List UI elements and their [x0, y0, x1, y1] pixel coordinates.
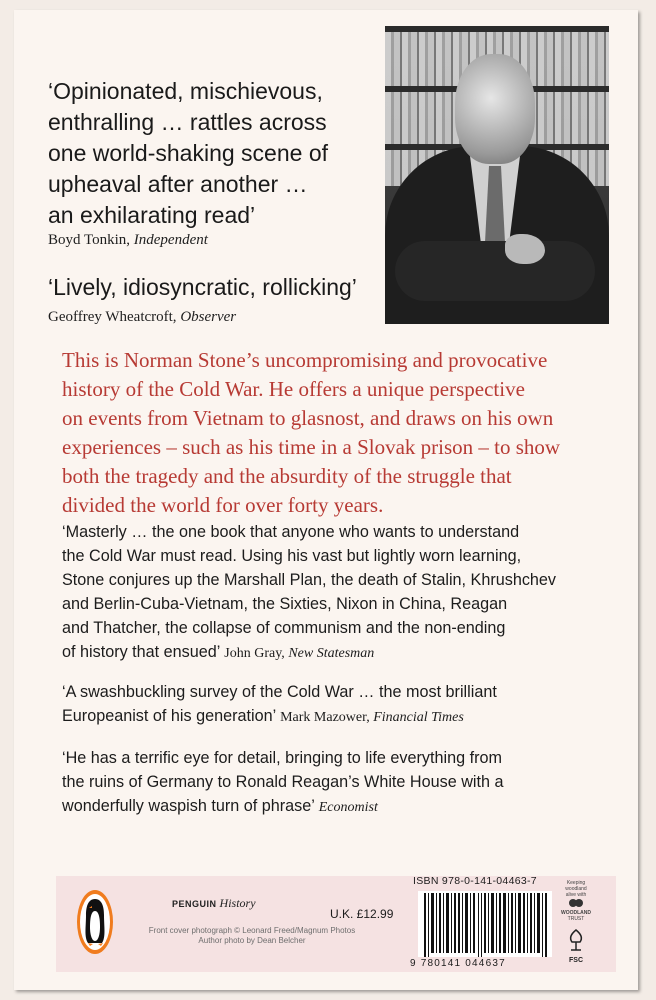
quote-independent — [48, 76, 328, 231]
review-attribution — [319, 800, 378, 815]
review-line: of history that ensued’ — [62, 643, 220, 661]
quote-line: one world-shaking scene of — [48, 140, 328, 166]
description-line: divided the world for over forty years. — [62, 493, 384, 517]
attribution-source: Financial Times — [373, 710, 464, 725]
fsc-badge — [556, 928, 596, 964]
review-economist — [62, 746, 622, 820]
attribution-author: John Gray, — [224, 646, 285, 661]
book-description — [62, 346, 622, 520]
review-line: the ruins of Germany to Ronald Reagan’s White House with a — [62, 773, 504, 791]
attribution-source: Independent — [133, 232, 208, 248]
review-line: ‘A swashbuckling survey of the Cold War … the most brilliant — [62, 683, 497, 701]
review-attribution — [280, 710, 464, 725]
attribution-author: Boyd Tonkin, — [48, 232, 131, 248]
attribution-source: Observer — [180, 309, 237, 325]
quote-attribution — [48, 232, 208, 249]
woodland-trust-badge — [556, 880, 596, 922]
cover-credit: Front cover photograph © Leonard Freed/Magnum Photos — [148, 926, 356, 935]
attribution-source: Economist — [318, 800, 378, 815]
quote-attribution — [48, 309, 236, 326]
review-line: ‘He has a terrific eye for detail, bringing to life everything from — [62, 749, 502, 767]
attribution-source: New Statesman — [288, 646, 375, 661]
attribution-author: Geoffrey Wheatcroft, — [48, 309, 177, 325]
quote-line: an exhilarating read’ — [48, 202, 256, 228]
review-new-statesman — [62, 520, 622, 666]
imprint-name: PENGUIN — [172, 899, 217, 909]
eco-text-line: TRUST — [567, 916, 585, 922]
quote-line: ‘Opinionated, mischievous, — [48, 78, 323, 104]
imprint-series: History — [219, 896, 256, 910]
isbn-label: ISBN 978-0-141-04463-7 — [413, 875, 537, 887]
eco-text-line: WOODLAND — [561, 910, 591, 916]
price-label: U.K. £12.99 — [330, 907, 394, 921]
author-photo — [385, 26, 609, 324]
review-line: and Berlin-Cuba-Vietnam, the Sixties, Nixon in China, Reagan — [62, 595, 508, 613]
fsc-label: FSC — [569, 957, 583, 964]
barcode-digits: 9 780141 044637 — [410, 958, 506, 969]
tree-icon — [568, 898, 584, 908]
review-line: ‘Masterly … the one book that anyone who wants to understand — [62, 523, 520, 541]
review-financial-times — [62, 680, 622, 730]
description-line: both the tragedy and the absurdity of the struggle that — [62, 464, 512, 488]
review-attribution — [224, 646, 374, 661]
eco-text-line: Keeping — [566, 880, 586, 886]
fsc-tree-icon — [565, 928, 587, 952]
review-line: and Thatcher, the collapse of communism and the non-ending — [62, 619, 506, 637]
barcode-icon — [418, 891, 552, 957]
quote-line: upheaval after another … — [48, 171, 308, 197]
eco-text-line: alive with — [565, 892, 587, 898]
quote-observer — [48, 272, 357, 303]
quote-line: enthralling … rattles across — [48, 109, 327, 135]
review-line: the Cold War must read. Using his vast but lightly worn learning, — [62, 547, 522, 565]
description-line: experiences – such as his time in a Slovak prison – to show — [62, 435, 561, 459]
author-arms — [395, 241, 595, 301]
penguin-logo-icon — [76, 889, 114, 955]
author-photo-credit: Author photo by Dean Belcher — [198, 936, 306, 945]
publisher-imprint — [172, 896, 256, 911]
review-line: Europeanist of his generation’ — [62, 707, 276, 725]
description-line: on events from Vietnam to glasnost, and draws on his own — [62, 406, 554, 430]
attribution-author: Mark Mazower, — [280, 710, 370, 725]
quote-line: ‘Lively, idiosyncratic, rollicking’ — [48, 274, 357, 300]
author-head — [455, 54, 535, 164]
description-line: This is Norman Stone’s uncompromising and provocative — [62, 348, 548, 372]
shelf-divider — [385, 26, 609, 32]
author-hand — [505, 234, 545, 264]
eco-text-line: woodland — [565, 886, 587, 892]
review-line: Stone conjures up the Marshall Plan, the death of Stalin, Khrushchev — [62, 571, 557, 589]
description-line: history of the Cold War. He offers a unique perspective — [62, 377, 525, 401]
review-line: wonderfully waspish turn of phrase’ — [62, 797, 315, 815]
photo-credits — [132, 926, 372, 946]
